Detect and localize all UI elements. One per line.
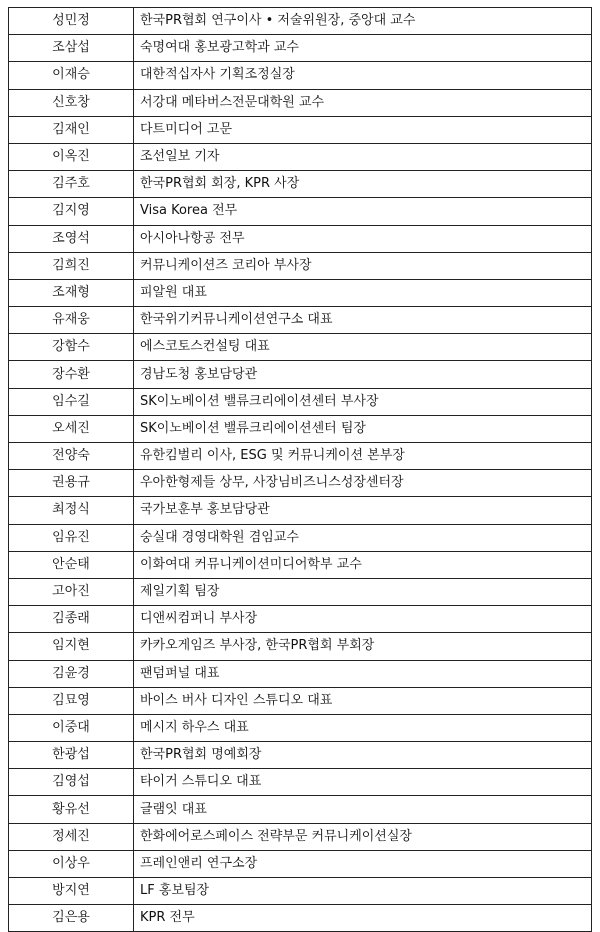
title-cell: 국가보훈부 홍보담당관 bbox=[134, 497, 592, 524]
table-row bbox=[9, 850, 592, 877]
table-row bbox=[9, 796, 592, 823]
name-cell: 강함수 bbox=[9, 334, 134, 361]
title-cell: 프레인앤리 연구소장 bbox=[134, 850, 592, 877]
title-cell: 아시아나항공 전무 bbox=[134, 225, 592, 252]
title-cell: SK이노베이션 밸류크리에이션센터 팀장 bbox=[134, 415, 592, 442]
name-cell: 이옥진 bbox=[9, 143, 134, 170]
name-cell: 임지현 bbox=[9, 633, 134, 660]
name-cell: 김지영 bbox=[9, 198, 134, 225]
name-cell: 방지연 bbox=[9, 878, 134, 905]
name-cell: 한광섭 bbox=[9, 742, 134, 769]
title-cell: 이화여대 커뮤니케이션미디어학부 교수 bbox=[134, 551, 592, 578]
name-cell: 임수길 bbox=[9, 388, 134, 415]
name-cell: 김윤경 bbox=[9, 660, 134, 687]
title-cell: 에스코토스컨설팅 대표 bbox=[134, 334, 592, 361]
roster-body bbox=[9, 8, 592, 932]
title-cell: 우아한형제들 상무, 사장님비즈니스성장센터장 bbox=[134, 470, 592, 497]
name-cell: 김희진 bbox=[9, 252, 134, 279]
name-cell: 전양숙 bbox=[9, 443, 134, 470]
title-cell: 숭실대 경영대학원 겸임교수 bbox=[134, 524, 592, 551]
title-cell: 대한적십자사 기획조정실장 bbox=[134, 62, 592, 89]
table-row bbox=[9, 497, 592, 524]
table-row bbox=[9, 578, 592, 605]
name-cell: 정세진 bbox=[9, 823, 134, 850]
table-row bbox=[9, 361, 592, 388]
name-cell: 안순태 bbox=[9, 551, 134, 578]
table-row bbox=[9, 823, 592, 850]
title-cell: 팬덤퍼널 대표 bbox=[134, 660, 592, 687]
title-cell: 조선일보 기자 bbox=[134, 143, 592, 170]
table-row bbox=[9, 714, 592, 741]
table-row bbox=[9, 769, 592, 796]
name-cell: 조영석 bbox=[9, 225, 134, 252]
title-cell: 한국PR협회 명예회장 bbox=[134, 742, 592, 769]
name-cell: 권용규 bbox=[9, 470, 134, 497]
table-row bbox=[9, 225, 592, 252]
table-row bbox=[9, 606, 592, 633]
table-row bbox=[9, 388, 592, 415]
name-cell: 신호창 bbox=[9, 89, 134, 116]
table-row bbox=[9, 470, 592, 497]
title-cell: SK이노베이션 밸류크리에이션센터 부사장 bbox=[134, 388, 592, 415]
name-cell: 성민정 bbox=[9, 8, 134, 35]
title-cell: 커뮤니케이션즈 코리아 부사장 bbox=[134, 252, 592, 279]
title-cell: 서강대 메타버스전문대학원 교수 bbox=[134, 89, 592, 116]
roster-table bbox=[8, 7, 592, 932]
name-cell: 조삼섭 bbox=[9, 35, 134, 62]
roster-sheet bbox=[8, 7, 592, 932]
table-row bbox=[9, 687, 592, 714]
table-row bbox=[9, 524, 592, 551]
title-cell: 경남도청 홍보담당관 bbox=[134, 361, 592, 388]
title-cell: KPR 전무 bbox=[134, 905, 592, 932]
table-row bbox=[9, 905, 592, 932]
title-cell: 제일기획 팀장 bbox=[134, 578, 592, 605]
title-cell: 유한킴벌리 이사, ESG 및 커뮤니케이션 본부장 bbox=[134, 443, 592, 470]
name-cell: 최정식 bbox=[9, 497, 134, 524]
title-cell: 바이스 버사 디자인 스튜디오 대표 bbox=[134, 687, 592, 714]
title-cell: 글램잇 대표 bbox=[134, 796, 592, 823]
table-row bbox=[9, 35, 592, 62]
title-cell: 디앤씨컴퍼니 부사장 bbox=[134, 606, 592, 633]
table-row bbox=[9, 8, 592, 35]
title-cell: 카카오게임즈 부사장, 한국PR협회 부회장 bbox=[134, 633, 592, 660]
table-row bbox=[9, 551, 592, 578]
name-cell: 이중대 bbox=[9, 714, 134, 741]
title-cell: 한화에어로스페이스 전략부문 커뮤니케이션실장 bbox=[134, 823, 592, 850]
title-cell: 타이거 스튜디오 대표 bbox=[134, 769, 592, 796]
name-cell: 장수환 bbox=[9, 361, 134, 388]
name-cell: 김묘영 bbox=[9, 687, 134, 714]
table-row bbox=[9, 198, 592, 225]
title-cell: 피알원 대표 bbox=[134, 279, 592, 306]
name-cell: 오세진 bbox=[9, 415, 134, 442]
name-cell: 김은용 bbox=[9, 905, 134, 932]
title-cell: 한국위기커뮤니케이션연구소 대표 bbox=[134, 307, 592, 334]
name-cell: 고아진 bbox=[9, 578, 134, 605]
name-cell: 황유선 bbox=[9, 796, 134, 823]
title-cell: 메시지 하우스 대표 bbox=[134, 714, 592, 741]
name-cell: 이재승 bbox=[9, 62, 134, 89]
table-row bbox=[9, 89, 592, 116]
name-cell: 이상우 bbox=[9, 850, 134, 877]
table-row bbox=[9, 143, 592, 170]
title-cell: 한국PR협회 연구이사 • 저술위원장, 중앙대 교수 bbox=[134, 8, 592, 35]
title-cell: LF 홍보팀장 bbox=[134, 878, 592, 905]
name-cell: 김재인 bbox=[9, 116, 134, 143]
name-cell: 임유진 bbox=[9, 524, 134, 551]
table-row bbox=[9, 660, 592, 687]
title-cell: 다트미디어 고문 bbox=[134, 116, 592, 143]
table-row bbox=[9, 171, 592, 198]
name-cell: 김영섭 bbox=[9, 769, 134, 796]
table-row bbox=[9, 252, 592, 279]
title-cell: Visa Korea 전무 bbox=[134, 198, 592, 225]
table-row bbox=[9, 62, 592, 89]
name-cell: 김종래 bbox=[9, 606, 134, 633]
title-cell: 숙명여대 홍보광고학과 교수 bbox=[134, 35, 592, 62]
table-row bbox=[9, 415, 592, 442]
table-row bbox=[9, 116, 592, 143]
table-row bbox=[9, 307, 592, 334]
name-cell: 유재웅 bbox=[9, 307, 134, 334]
table-row bbox=[9, 279, 592, 306]
title-cell: 한국PR협회 회장, KPR 사장 bbox=[134, 171, 592, 198]
name-cell: 김주호 bbox=[9, 171, 134, 198]
table-row bbox=[9, 334, 592, 361]
table-row bbox=[9, 742, 592, 769]
table-row bbox=[9, 633, 592, 660]
name-cell: 조재형 bbox=[9, 279, 134, 306]
table-row bbox=[9, 443, 592, 470]
table-row bbox=[9, 878, 592, 905]
